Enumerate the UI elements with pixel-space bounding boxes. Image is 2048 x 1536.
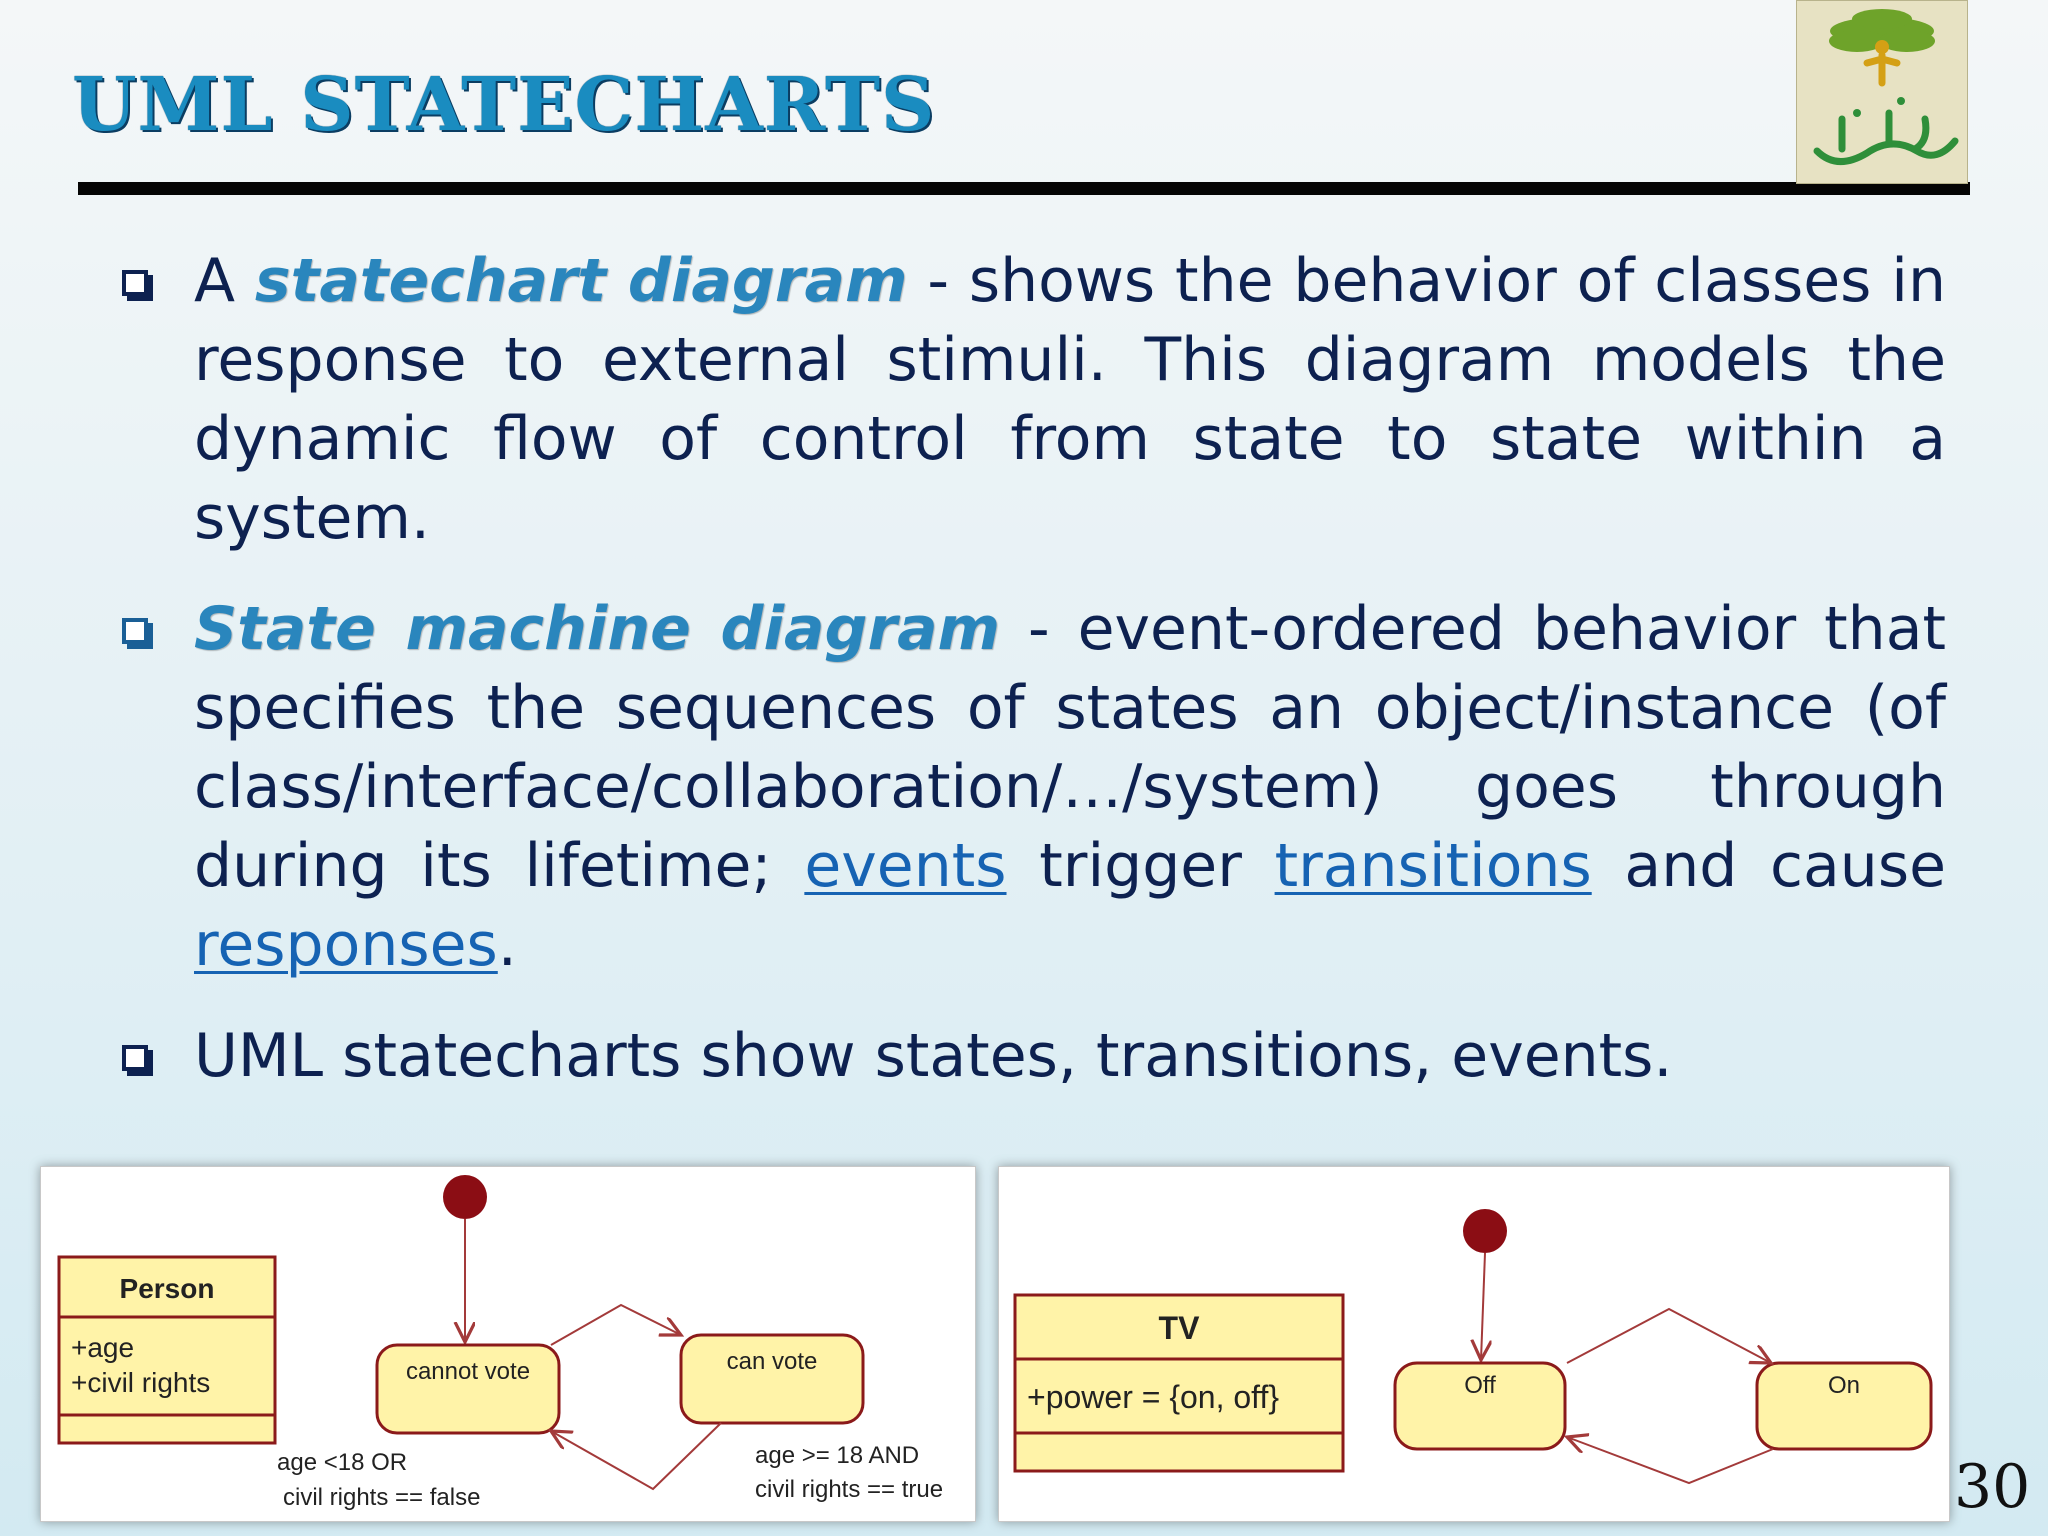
initial-node (1463, 1209, 1507, 1253)
guard-label: age <18 OR (277, 1449, 408, 1476)
state-cannot-vote (377, 1345, 559, 1433)
person-statechart-panel (40, 1166, 976, 1522)
state-label: can vote (726, 1348, 818, 1375)
hollow-square-bullet-icon (122, 1045, 148, 1071)
guard-label: civil rights == false (283, 1484, 481, 1511)
initial-transition (1481, 1253, 1485, 1360)
state-can-vote (681, 1335, 863, 1423)
class-name: Person (119, 1273, 215, 1304)
transition-to-cannot-vote (551, 1423, 721, 1489)
class-attribute: +civil rights (71, 1367, 211, 1398)
class-name: TV (1158, 1310, 1200, 1346)
link-responses[interactable]: responses (194, 910, 498, 980)
link-transitions[interactable]: transitions (1274, 831, 1592, 901)
transition-to-off (1567, 1437, 1773, 1483)
bullet-text: and cause (1591, 831, 1946, 901)
tree-person-logo-icon (1796, 0, 1968, 184)
title-divider (78, 182, 1970, 195)
bullet-text: - event-ordered behavior that specifies the sequences of states an object/instance (of class/interface/collaboration/…/system) goes through during its lifetime; (194, 594, 1946, 901)
guard-label: age >= 18 AND (755, 1442, 920, 1469)
bullet-text-prefix: A (194, 246, 255, 316)
person-class-box (59, 1257, 275, 1443)
tv-class-box (1015, 1295, 1343, 1471)
bullet-uml-statecharts (118, 1017, 1946, 1096)
transition-to-can-vote (551, 1305, 681, 1345)
tv-statechart-panel (998, 1166, 1950, 1522)
bullet-text: . (497, 910, 517, 980)
class-attribute: +age (71, 1332, 135, 1363)
state-off (1395, 1363, 1565, 1449)
bullet-statechart-definition (118, 242, 1946, 558)
transition-to-on (1567, 1309, 1771, 1363)
term-state-machine-diagram: State machine diagram (194, 594, 1001, 664)
bullet-text: UML statecharts show states, transitions, events. (194, 1021, 1673, 1091)
hollow-square-bullet-icon (122, 270, 148, 296)
guard-label: civil rights == true (755, 1476, 944, 1503)
state-on (1757, 1363, 1931, 1449)
bullet-text: trigger (1006, 831, 1275, 901)
bullet-text: - shows the behavior of classes in response to external stimuli. This diagram models the dynamic flow of control from state to state within a system. (194, 246, 1946, 553)
state-label: cannot vote (405, 1358, 531, 1385)
state-label: Off (1464, 1372, 1496, 1399)
bullet-state-machine-definition (118, 590, 1946, 985)
bullet-list (118, 242, 1946, 1128)
class-attribute: +power = {on, off} (1027, 1379, 1280, 1415)
slide-title: UML STATECHARTS (72, 62, 936, 148)
initial-node (443, 1175, 487, 1219)
link-events[interactable]: events (804, 831, 1007, 901)
term-statechart-diagram: statechart diagram (254, 246, 908, 316)
state-label: On (1827, 1372, 1861, 1399)
page-number: 30 (1954, 1452, 2031, 1522)
hollow-square-bullet-icon (122, 618, 148, 644)
